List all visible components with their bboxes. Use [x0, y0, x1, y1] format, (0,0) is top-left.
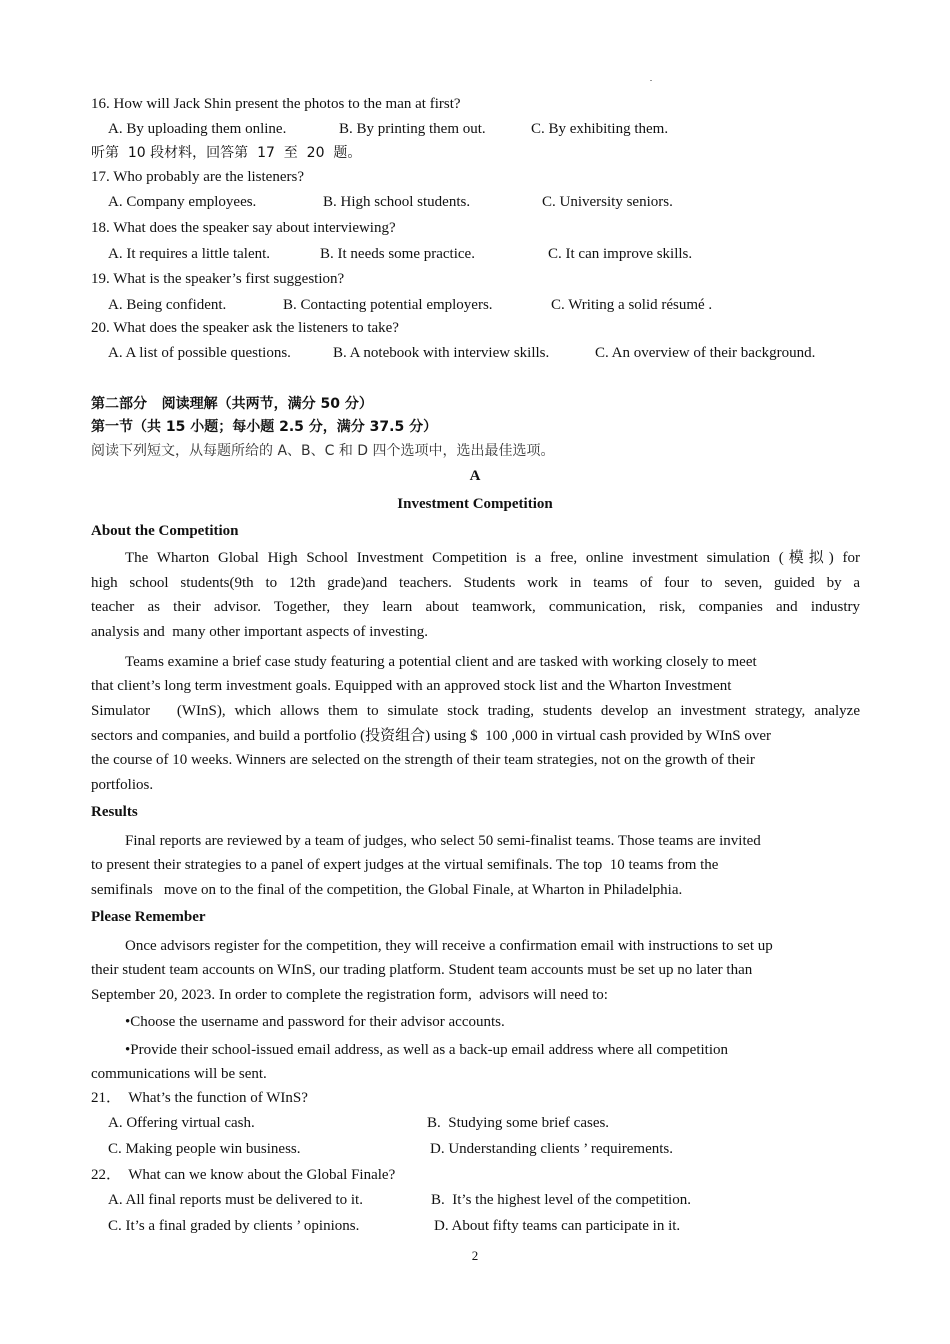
- option-21d: D. Understanding clients ’ requirements.: [430, 1141, 673, 1157]
- option-17a: A. Company employees.: [108, 194, 257, 210]
- passage-title: Investment Competition: [397, 496, 553, 512]
- paragraph-line: analysis and many other important aspects of investing.: [91, 624, 429, 640]
- paragraph-line: that client’s long term investment goals. Equipped with an approved stock list and the Wharton Investment: [91, 678, 732, 694]
- option-16a: A. By uploading them online.: [108, 121, 287, 137]
- option-20b: B. A notebook with interview skills.: [333, 345, 550, 361]
- question-17: 17. Who probably are the listeners?: [91, 169, 304, 185]
- option-20a: A. A list of possible questions.: [108, 345, 291, 361]
- option-18a: A. It requires a little talent.: [108, 246, 271, 262]
- paragraph-line: sectors and companies, and build a portfolio (投资组合) using $ 100 ,000 in virtual cash provided by WInS over: [91, 728, 772, 744]
- heading-remember: Please Remember: [91, 909, 206, 925]
- listening-instruction: 听第 10 段材料，回答第 17 至 20 题。: [91, 145, 362, 161]
- option-22b: B. It’s the highest level of the competition.: [431, 1192, 691, 1208]
- option-17b: B. High school students.: [323, 194, 471, 210]
- paragraph-line: Final reports are reviewed by a team of judges, who select 50 semi-finalist teams. Those teams are invited: [125, 833, 761, 849]
- paragraph-line: teacher as their advisor. Together, they learn about teamwork, communication, risk, companies and industry: [91, 599, 860, 615]
- paragraph-line: September 20, 2023. In order to complete the registration form, advisors will need to:: [91, 987, 608, 1003]
- option-21c: C. Making people win business.: [108, 1141, 301, 1157]
- bullet-item-continued: communications will be sent.: [91, 1066, 267, 1082]
- section-title: 第一节（共 15 小题；每小题 2.5 分，满分 37.5 分）: [91, 419, 438, 435]
- option-22d: D. About fifty teams can participate in it.: [434, 1218, 681, 1234]
- paragraph-line: semifinals move on to the final of the competition, the Global Finale, at Wharton in Philadelphia.: [91, 882, 683, 898]
- option-20c: C. An overview of their background.: [595, 345, 816, 361]
- option-21a: A. Offering virtual cash.: [108, 1115, 255, 1131]
- bullet-item: •Provide their school-issued email address, as well as a back-up email address where all competition: [125, 1042, 728, 1058]
- option-19a: A. Being confident.: [108, 297, 227, 313]
- paragraph-line: the course of 10 weeks. Winners are selected on the strength of their team strategies, not on the growth of their: [91, 752, 755, 768]
- heading-about: About the Competition: [91, 523, 239, 539]
- paragraph-line: Once advisors register for the competition, they will receive a confirmation email with instructions to set up: [125, 938, 773, 954]
- option-18c: C. It can improve skills.: [548, 246, 693, 262]
- question-16: 16. How will Jack Shin present the photos to the man at first?: [91, 96, 461, 112]
- paragraph-line: portfolios.: [91, 777, 154, 793]
- option-16b: B. By printing them out.: [339, 121, 486, 137]
- passage-letter: A: [469, 468, 481, 484]
- option-22c: C. It’s a final graded by clients ’ opinions.: [108, 1218, 360, 1234]
- option-19b: B. Contacting potential employers.: [283, 297, 493, 313]
- option-22a: A. All final reports must be delivered to it.: [108, 1192, 363, 1208]
- question-20: 20. What does the speaker ask the listeners to take?: [91, 320, 399, 336]
- page-number: 2: [471, 1248, 479, 1263]
- part-title: 第二部分 阅读理解（共两节，满分 50 分）: [91, 396, 373, 412]
- option-17c: C. University seniors.: [542, 194, 673, 210]
- paragraph-line: Teams examine a brief case study featuring a potential client and are tasked with working closely to meet: [125, 654, 757, 670]
- header-mark: [650, 80, 652, 81]
- question-22: 22． What can we know about the Global Finale?: [91, 1167, 396, 1183]
- reading-instruction: 阅读下列短文，从每题所给的 A、B、C 和 D 四个选项中，选出最佳选项。: [91, 443, 555, 459]
- paragraph-line: to present their strategies to a panel of expert judges at the virtual semifinals. The top 10 teams from the: [91, 857, 719, 873]
- option-19c: C. Writing a solid résumé .: [551, 297, 713, 313]
- bullet-item: •Choose the username and password for their advisor accounts.: [125, 1014, 505, 1030]
- question-18: 18. What does the speaker say about interviewing?: [91, 220, 396, 236]
- option-18b: B. It needs some practice.: [320, 246, 475, 262]
- paragraph-line: Simulator (WInS), which allows them to simulate stock trading, students develop an investment strategy, analyze: [91, 703, 860, 719]
- paragraph-line: The Wharton Global High School Investment Competition is a free, online investment simulation (模拟) for: [125, 550, 860, 566]
- question-19: 19. What is the speaker’s first suggestion?: [91, 271, 345, 287]
- option-16c: C. By exhibiting them.: [531, 121, 669, 137]
- heading-results: Results: [91, 804, 138, 820]
- option-21b: B. Studying some brief cases.: [427, 1115, 610, 1131]
- paragraph-line: high school students(9th to 12th grade)and teachers. Students work in teams of four to seven, guided by a: [91, 575, 860, 591]
- paragraph-line: their student team accounts on WInS, our trading platform. Student team accounts must be set up no later than: [91, 962, 753, 978]
- question-21: 21． What’s the function of WInS?: [91, 1090, 308, 1106]
